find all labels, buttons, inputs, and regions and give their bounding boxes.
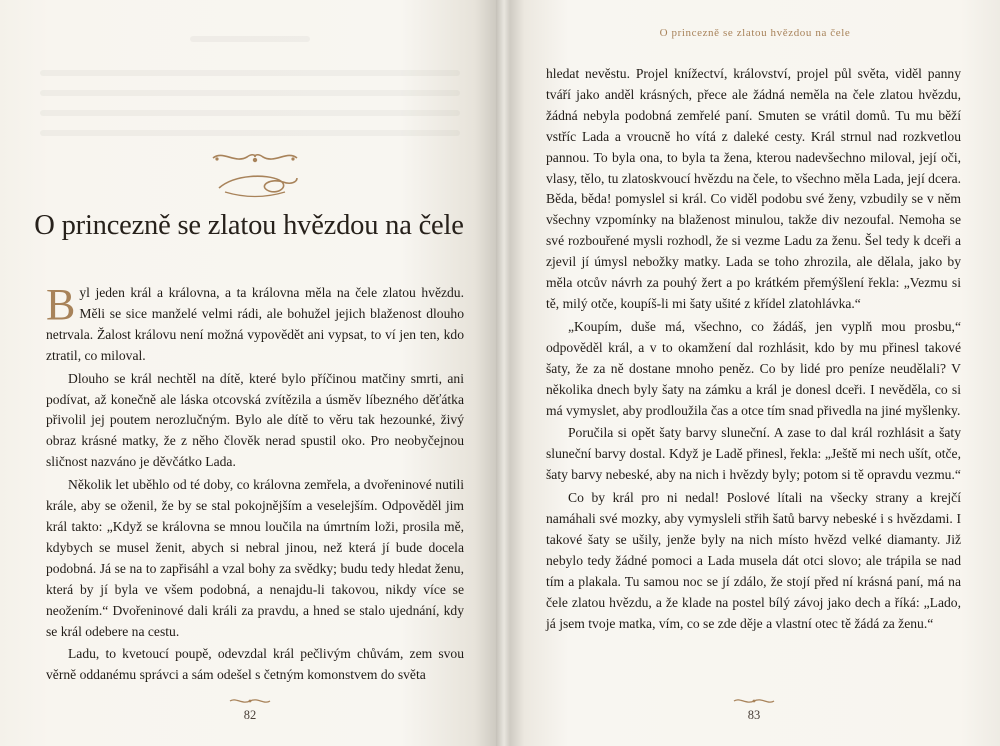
bleed-through-line [40,70,460,76]
bleed-through-line [40,130,460,136]
bleed-through-line [40,90,460,96]
paragraph: Dlouho se král nechtěl na dítě, které bylo příčinou matčiny smrti, ani podívat, až konečně ale láska otcovská zvítězila a úsměv líbezného děťátka přivolil jej poutem nerozlučným. Bylo ale dítě to věru tak hezounké, živý obraz krásné matky, že z něho člověk nerad spustil oko. Pro neobyčejnou sličnost nazváno je děvčátko Lada. [46,370,464,470]
paragraph-text: yl jeden král a královna, a ta královna měla na čele zlatou hvězdu. Měli se sice manželé velmi rádi, ale bohužel jejich blaženost dlouho netrvala. Žalost královu není možná vypovědět ani vypsat, to ví jen ten, kdo ztratil, co miloval. [46,285,464,363]
bleed-through-line [40,110,460,116]
running-head: O princezně se zlatou hvězdou na čele [659,27,851,39]
page-number: 82 [243,708,257,722]
paragraph: Ladu, to kvetoucí poupě, odevzdal král pečlivým chůvám, zem svou věrně oddanému správci a sám odešel s četným komonstvem do světa [46,646,464,683]
paragraph: Několik let uběhlo od té doby, co královna zemřela, a dvořeninové nutili krále, aby se oženil, že by se stal pokojnějším a veselejším. Odpověděl jim král takto: „Když se královna se mnou loučila na úmrtním loži, prosila mě, kdybych se musel ženit, abych si nebral jinou, než která jí bude docela podobná. Já se na to zapřisáhl a vzal bohy za svědky; budu tedy hledat ženu, která by jí byla ve všem podobná, a nenajdu-li takovou, nikdy více se neožením.“ Dvořeninové dali králi za pravdu, a hned se stalo ujednání, kdy se král odebere na cestu. [46,477,464,639]
page-number: 83 [747,708,761,722]
story-title: O princezně se zlatou hvězdou na čele [34,210,464,241]
left-body-text [46,280,464,688]
page-footer-ornament-icon [228,697,272,705]
paragraph: „Koupím, duše má, všechno, co žádáš, jen vyplň mou prosbu,“ odpověděl král, a v to okamžení dal rozhlásit, kdo by mu přinesl takové šaty, že za ně dostane mnoho peněz. Co by lidé pro peníze neudělali? V několika dnech byly šaty na zámku a král je donesl dceři. I nevěděla, co si má vymyslet, aby prodloužila čas a otce tím snad přivedla na jiné myšlenky. [546,318,961,418]
right-body-text [546,64,961,636]
paragraph: Co by král pro ni nedal! Poslové lítali na všecky strany a krejčí namáhali své mozky, aby vymysleli střih šatů barvy nebeské i s hvězdami. I takové šaty se ušily, jenže byly na nich místo hvězd velké diamanty. Již nebylo tedy žádné pomoci a Lada musela dát otci slovo; ale trápila se nad tím a plakala. Tu samou noc se jí zdálo, že stojí před ní krásná paní, má na čele zlatou hvězdu, a že klade na postel bílý závoj jako dech a říká: „Lado, já jsem tvoje matka, vím, co se zde děje a vlastní otec tě žádá za ženu.“ [546,490,961,631]
paragraph: hledat nevěstu. Projel knížectví, království, projel půl světa, viděl panny tváří jako anděl krásných, přece ale žádná neměla na čele zlatou hvězdu, žádná nebyla podobná zemřelé paní. Smuten se vrátil domů. Tu mu běží vstříc Lada a vroucně ho vítá z daleké cesty. Král strnul nad rozkvetlou pannou. To byla ona, to byla ta žena, kterou nadevšechno miloval, její oči, vlasy, tělo, tu zlatoskvoucí hvězdu na čele, to všechno měla Lada, její dcera. Běda, běda! pomyslel si král. Co viděl podobu své ženy, vzbudily se v něm všechny vzpomínky na blaženost minulou, takže div nezoufal. Nemoha se své rozbouřené mysli rozhodl, že si vezme Ladu za ženu. Šel tedy k dceři a zjevil jí úmysl nebožky matky. Lada se toho zhrozila, ale dělala, jako by měla otcův návrh za pouhý žert a po krátkém přemýšlení řekla: „Vezmu si tě, milý otče, koupíš-li mi šaty ušité z křídel zlatohlávka.“ [546,66,961,311]
drop-cap: B [46,280,76,329]
bleed-through-line [190,36,310,42]
title-ornament-icon [205,148,305,208]
page-footer-ornament-icon [732,697,776,705]
paragraph [46,280,464,367]
paragraph: Poručila si opět šaty barvy sluneční. A zase to dal král rozhlásit a šaty sluneční barvy dostal. Když je Ladě přinesl, řekla: „Ještě mi nech ušít, otče, šaty barvy nebeské, aby na nich i hvězdy byly; potom si tě opravdu vezmu.“ [546,425,961,483]
right-page [510,0,1000,746]
